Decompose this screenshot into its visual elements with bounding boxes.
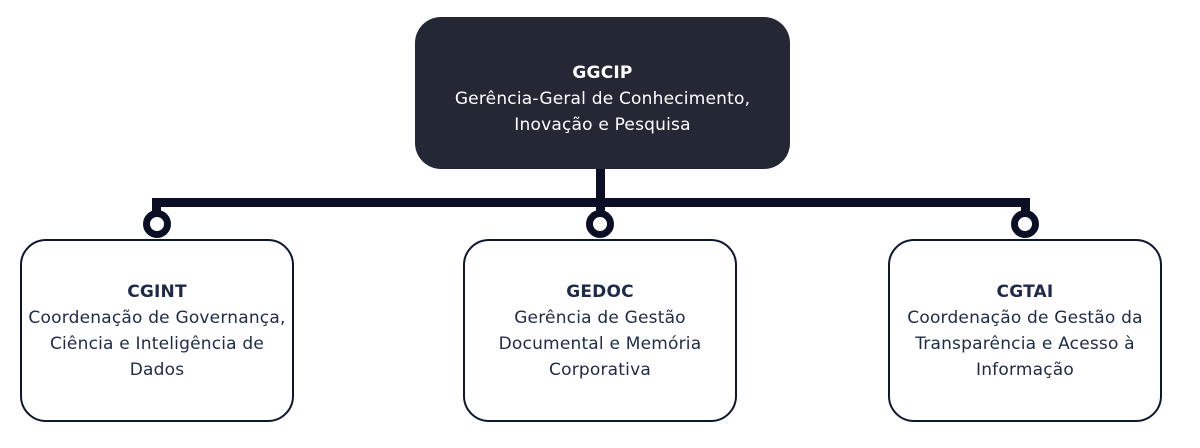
org-node-acronym: CGINT — [127, 281, 187, 302]
org-node-child-1 — [20, 239, 294, 422]
connector-ring-center-icon — [586, 210, 614, 238]
org-node-acronym: GGCIP — [572, 63, 633, 83]
connector-ring-left-icon — [143, 210, 171, 238]
org-node-name-line: Transparência e Acesso à — [915, 333, 1135, 354]
connector-ring-right-icon — [1011, 210, 1039, 238]
org-node-name-line: Inovação e Pesquisa — [514, 115, 691, 135]
org-node-name-line: Ciência e Inteligência de — [49, 333, 265, 354]
org-node-name-line: Coordenação de Gestão da — [907, 307, 1143, 328]
org-node-name-line: Dados — [129, 359, 185, 380]
org-node-name-line: Informação — [975, 359, 1074, 380]
org-node-acronym: CGTAI — [996, 281, 1054, 302]
org-node-name-line: Corporativa — [549, 359, 651, 380]
org-node-root — [415, 17, 790, 169]
org-node-name-line: Gerência-Geral de Conhecimento, — [454, 89, 751, 109]
org-node-name-line: Documental e Memória — [498, 333, 702, 354]
org-node-name-line: Coordenação de Governança, — [28, 307, 286, 328]
org-node-name-line: Gerência de Gestão — [514, 307, 686, 328]
org-node-child-2 — [463, 239, 737, 422]
org-node-acronym: GEDOC — [566, 281, 634, 302]
org-node-child-3 — [888, 239, 1162, 422]
connector-horizontal-line — [152, 198, 1030, 207]
